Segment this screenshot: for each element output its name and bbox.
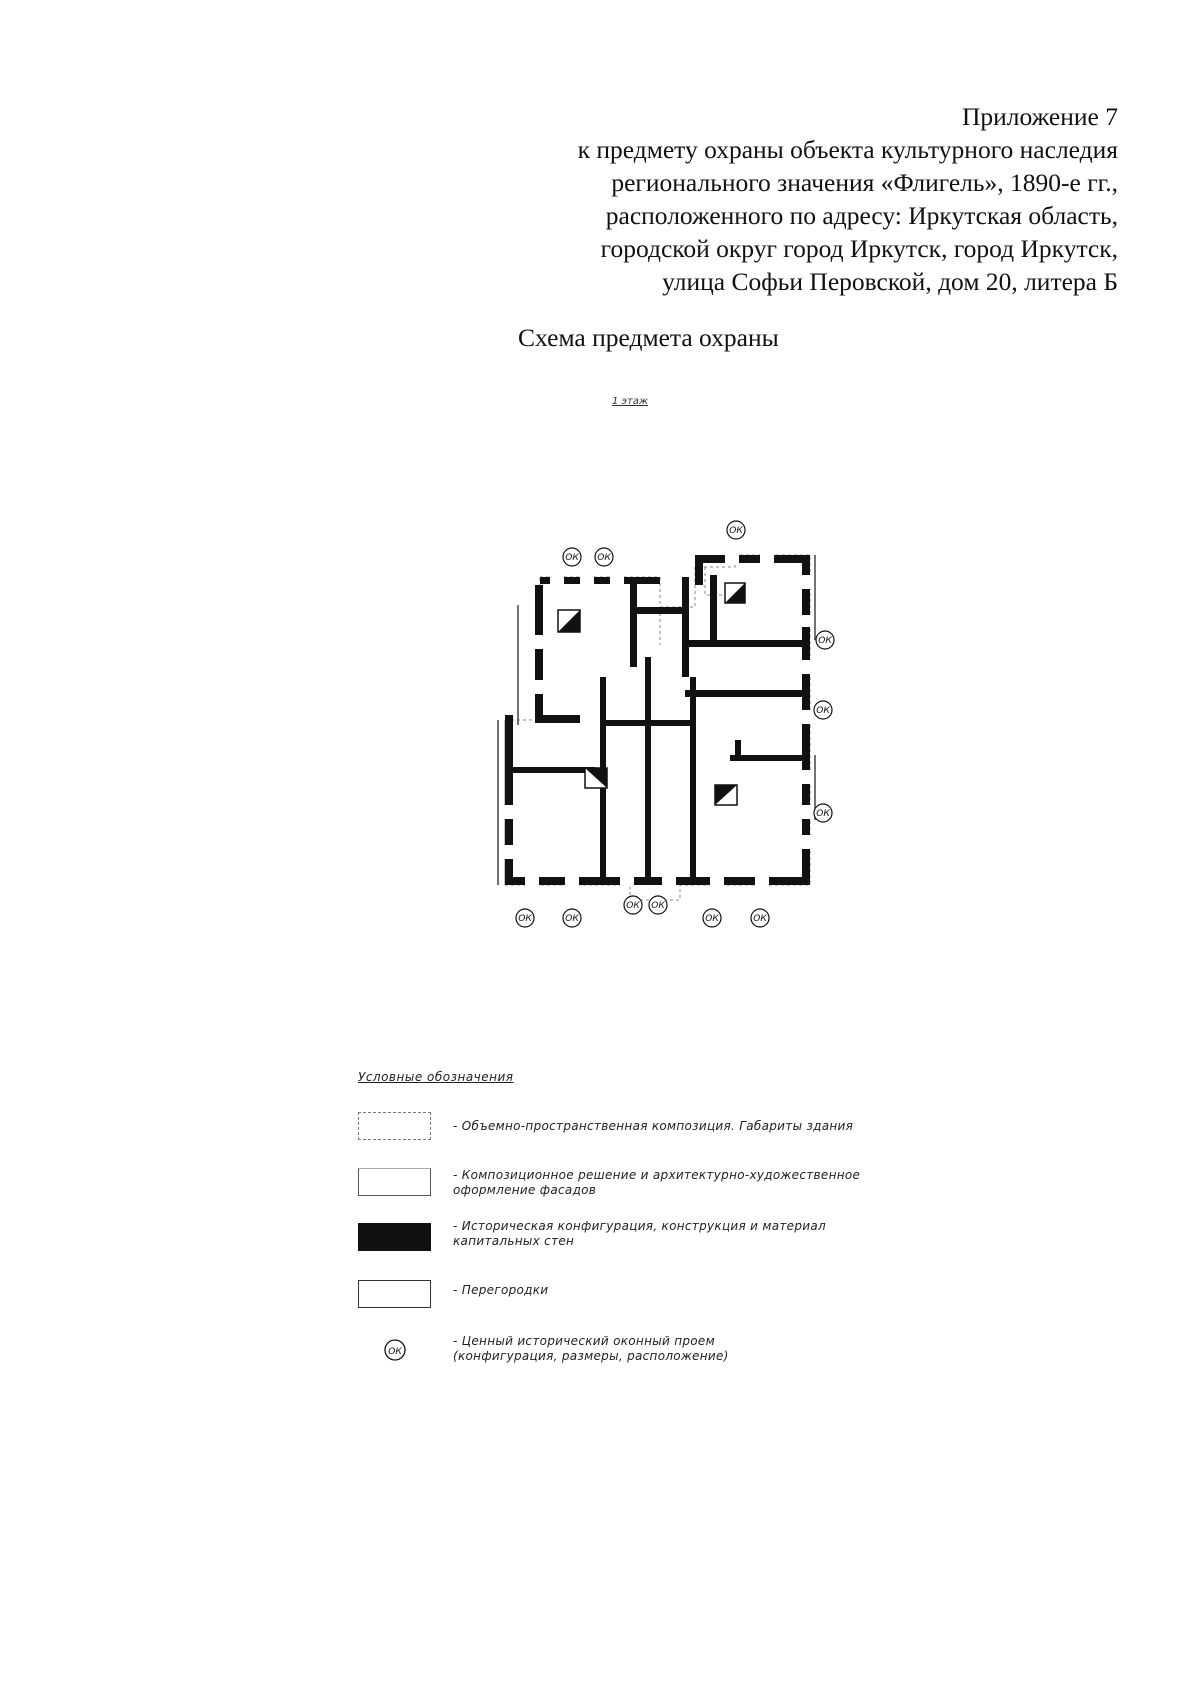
ok-marker: [751, 909, 769, 927]
svg-text:ОК: ОК: [565, 553, 579, 563]
legend-text: (конфигурация, размеры, расположение): [453, 1349, 729, 1363]
floor-plan: [470, 515, 850, 955]
legend-text: - Ценный исторический оконный проем: [453, 1334, 715, 1348]
ok-marker: [649, 896, 667, 914]
legend-symbol-dashed: [358, 1112, 431, 1140]
ok-marker: [563, 909, 581, 927]
legend-text: оформление фасадов: [453, 1183, 597, 1197]
svg-text:ОК: ОК: [626, 901, 640, 911]
header-line: Приложение 7: [962, 102, 1118, 131]
svg-text:ОК: ОК: [651, 901, 665, 911]
svg-text:ОК: ОК: [729, 526, 743, 536]
svg-text:ОК: ОК: [518, 914, 532, 924]
floor-label: 1 этаж: [612, 396, 648, 407]
legend-text: - Композиционное решение и архитектурно-художественное: [453, 1168, 861, 1182]
ok-marker: [595, 548, 613, 566]
legend-symbol-box: [358, 1280, 431, 1308]
svg-text:ОК: ОК: [565, 914, 579, 924]
svg-text:ОК: ОК: [816, 706, 830, 716]
legend-text: - Перегородки: [453, 1283, 549, 1297]
header-line: расположенного по адресу: Иркутская область,: [605, 201, 1118, 230]
legend-text: капитальных стен: [453, 1234, 575, 1248]
ok-marker: [814, 804, 832, 822]
svg-text:ОК: ОК: [753, 914, 767, 924]
ok-marker: [727, 521, 745, 539]
capital-walls: [505, 555, 810, 885]
header-line: к предмету охраны объекта культурного наследия: [577, 135, 1118, 164]
svg-text:ОК: ОК: [818, 636, 832, 646]
svg-text:ОК: ОК: [705, 914, 719, 924]
ok-marker: [563, 548, 581, 566]
svg-text:ОК: ОК: [597, 553, 611, 563]
ok-marker: [703, 909, 721, 927]
appendix-header: [418, 100, 1118, 298]
ok-marker: [816, 631, 834, 649]
ok-marker: [814, 701, 832, 719]
dashed-outline: [505, 555, 810, 900]
svg-text:ОК: ОК: [388, 1347, 402, 1357]
scheme-title: Схема предмета охраны: [518, 323, 779, 352]
legend-symbol-thin: [358, 1168, 431, 1196]
header-line: городской округ город Иркутск, город Иркутск,: [600, 234, 1118, 263]
legend-text: - Объемно-пространственная композиция. Габариты здания: [453, 1119, 854, 1133]
legend-symbol-solid: [358, 1223, 431, 1251]
ok-marker: [516, 909, 534, 927]
legend-text: - Историческая конфигурация, конструкция и материал: [453, 1219, 826, 1233]
header-line: регионального значения «Флигель», 1890-е гг.,: [611, 168, 1118, 197]
ok-marker: [624, 896, 642, 914]
svg-text:ОК: ОК: [816, 809, 830, 819]
legend-title: Условные обозначения: [358, 1070, 514, 1084]
ok-icon: [358, 1335, 431, 1365]
header-line: улица Софьи Перовской, дом 20, литера Б: [662, 267, 1118, 296]
